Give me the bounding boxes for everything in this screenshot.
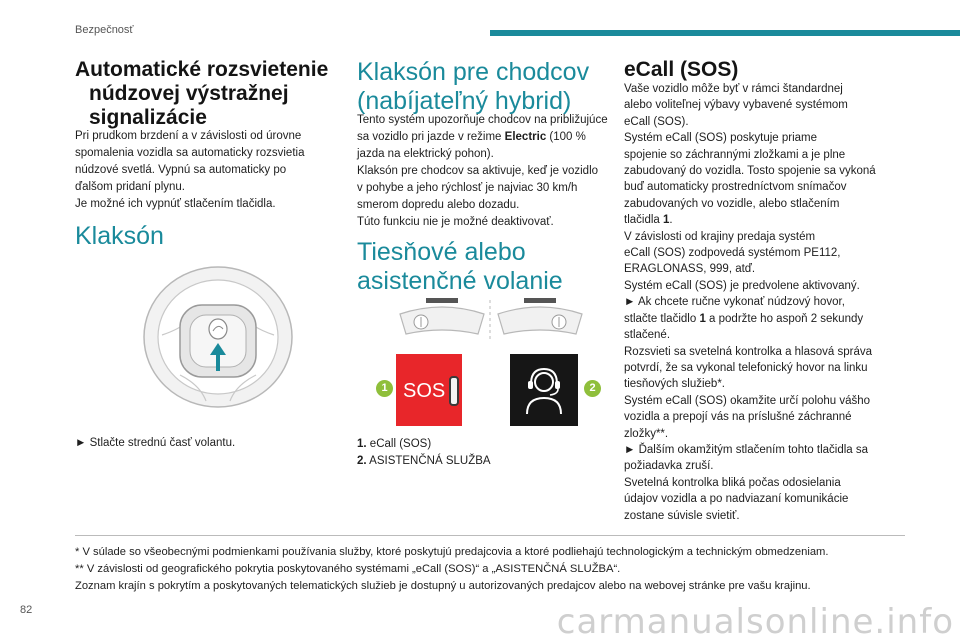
body-line: ďalšom pridaní plynu. <box>75 181 185 193</box>
electric-mode-term: Electric <box>504 131 547 143</box>
body-line: Svetelná kontrolka bliká počas odosielania <box>624 476 841 489</box>
body-line: Je možné ich vypnúť stlačením tlačidla. <box>75 198 276 210</box>
body-line: Vaše vozidlo môže byť v rámci štandardnej <box>624 83 843 95</box>
emergency-title <box>357 238 625 296</box>
legend-number: 2. <box>357 455 367 467</box>
body-line: eCall (SOS) zodpovedá systémom PE112, <box>624 247 841 260</box>
body-line: zložky**. <box>624 427 669 440</box>
legend-text: ASISTENČNÁ SLUŽBA <box>369 455 491 467</box>
button-ref: 1 <box>699 312 706 325</box>
body-line: tiesňových služieb*. <box>624 378 725 391</box>
body-line: buď automaticky prostredníctvom snímačov <box>624 181 847 194</box>
legend-item <box>357 453 625 470</box>
auto-hazard-body <box>75 128 325 213</box>
body-line: ERAGLONASS, 999, atď. <box>624 263 756 276</box>
body-line <box>624 311 914 327</box>
sos-label: SOS <box>403 380 446 402</box>
footnote: * V súlade so všeobecnými podmienkami používania služby, ktoré poskytujú predajcovia a ktoré podliehajú technologickým a technickým obmedzeniam. <box>75 546 829 558</box>
body-line: jazda na elektrický pohon). <box>357 148 494 160</box>
pedestrian-horn-title-line: (nabíjateľný hybrid) <box>357 87 572 115</box>
body-line: ► Ak chcete ručne vykonať núdzový hovor, <box>624 296 845 309</box>
body-line: zabudovaných vo vozidle, alebo stlačením <box>624 197 840 210</box>
body-text: a podržte ho aspoň 2 sekundy <box>705 312 864 325</box>
body-line: Klaksón pre chodcov sa aktivuje, keď je vozidlo <box>357 165 599 177</box>
body-line: zostane súvisle svietiť. <box>624 509 740 522</box>
button-ref: 1 <box>663 214 670 227</box>
pedestrian-horn-title-line: Klaksón pre chodcov <box>357 58 590 86</box>
emergency-title-line: Tiesňové alebo <box>357 238 526 266</box>
body-text: (100 % <box>546 131 586 143</box>
callout-2-badge: 2 <box>584 380 601 397</box>
body-line <box>357 129 625 146</box>
body-line: požiadavka zruší. <box>624 460 714 473</box>
auto-hazard-title-line: signalizácie <box>89 106 207 129</box>
body-text: . <box>669 214 673 227</box>
section-label: Bezpečnosť <box>75 24 134 36</box>
ecall-title: eCall (SOS) <box>624 58 739 81</box>
body-line: Pri prudkom brzdení a v závislosti od úrovne <box>75 130 302 142</box>
body-text: sa vozidlo pri jazde v režime <box>357 131 505 143</box>
sos-button[interactable] <box>396 354 462 426</box>
pedestrian-horn-body <box>357 112 625 231</box>
page-number: 82 <box>20 604 33 616</box>
emergency-title-line: asistenčné volanie <box>357 267 563 295</box>
horn-instruction: ► Stlačte strednú časť volantu. <box>75 437 236 449</box>
body-line: Systém eCall (SOS) okamžite určí polohu vášho <box>624 394 871 407</box>
body-text: tlačidla <box>624 214 663 227</box>
body-line <box>624 212 914 228</box>
auto-hazard-title <box>75 58 329 130</box>
body-line: stlačené. <box>624 329 671 342</box>
body-line: v pohybe a jeho rýchlosť je najviac 30 km/h <box>357 182 578 194</box>
assistance-button[interactable] <box>510 354 578 426</box>
footnote: ** V závislosti od geografického pokrytia poskytovaného systémami „eCall (SOS)“ a „ASISTENČNÁ SLUŽBA“. <box>75 563 621 575</box>
auto-hazard-title-line: Automatické rozsvietenie <box>75 58 329 81</box>
body-line: alebo voliteľnej výbavy vybavené systémom <box>624 99 848 112</box>
callout-1-badge: 1 <box>376 380 393 397</box>
body-line: zabudovaný do vozidla. Tosto spojenie sa vykoná <box>624 165 876 178</box>
emergency-legend <box>357 436 625 470</box>
body-line: núdzové svetlá. Vypnú sa automaticky po <box>75 164 287 176</box>
body-line: údajov vozidla a po nadviazaní komunikácie <box>624 493 849 506</box>
body-text: stlačte tlačidlo <box>624 312 700 325</box>
header-accent-bar <box>490 30 960 36</box>
footnote-divider <box>75 535 905 536</box>
body-line: eCall (SOS). <box>624 115 689 128</box>
legend-text: eCall (SOS) <box>369 438 432 450</box>
body-line: Rozsvieti sa svetelná kontrolka a hlasová správa <box>624 345 873 358</box>
pedestrian-horn-title <box>357 58 625 116</box>
body-line: Túto funkciu nie je možné deaktivovať. <box>357 216 554 228</box>
ceiling-console-illustration <box>396 296 586 344</box>
body-line: smerom dopredu alebo dozadu. <box>357 199 520 211</box>
assistance-headset-icon <box>522 364 566 416</box>
body-line: V závislosti od krajiny predaja systém <box>624 230 816 243</box>
body-line: Systém eCall (SOS) je predvolene aktivovaný. <box>624 279 860 292</box>
body-line: potvrdí, že sa vykonal telefonický hovor na linku <box>624 361 868 374</box>
steering-wheel-illustration <box>140 265 300 415</box>
watermark: carmanualsonline.info <box>556 602 954 642</box>
auto-hazard-title-line: núdzovej výstražnej <box>89 82 289 105</box>
ecall-body <box>624 81 914 524</box>
footnotes <box>75 544 935 595</box>
body-line: spojenie so záchrannými zložkami a je plne <box>624 148 846 161</box>
body-line: spomalenia vozidla sa automaticky rozsvietia <box>75 147 305 159</box>
body-line: Systém eCall (SOS) poskytuje priame <box>624 132 818 145</box>
footnote: Zoznam krajín s pokrytím a poskytovaných telematických služieb je dostupný u autorizovaných predajcov alebo na webovej stránke pre vašu krajinu. <box>75 580 811 592</box>
sos-indicator-light <box>449 376 459 406</box>
horn-title: Klaksón <box>75 222 164 250</box>
legend-item <box>357 436 625 453</box>
body-line: Tento systém upozorňuje chodcov na približujúce <box>357 114 608 126</box>
legend-number: 1. <box>357 438 367 450</box>
body-line: vozidla a prepojí vás na príslušné záchranné <box>624 411 852 424</box>
body-line: ► Ďalším okamžitým stlačením tohto tlačidla sa <box>624 443 869 456</box>
